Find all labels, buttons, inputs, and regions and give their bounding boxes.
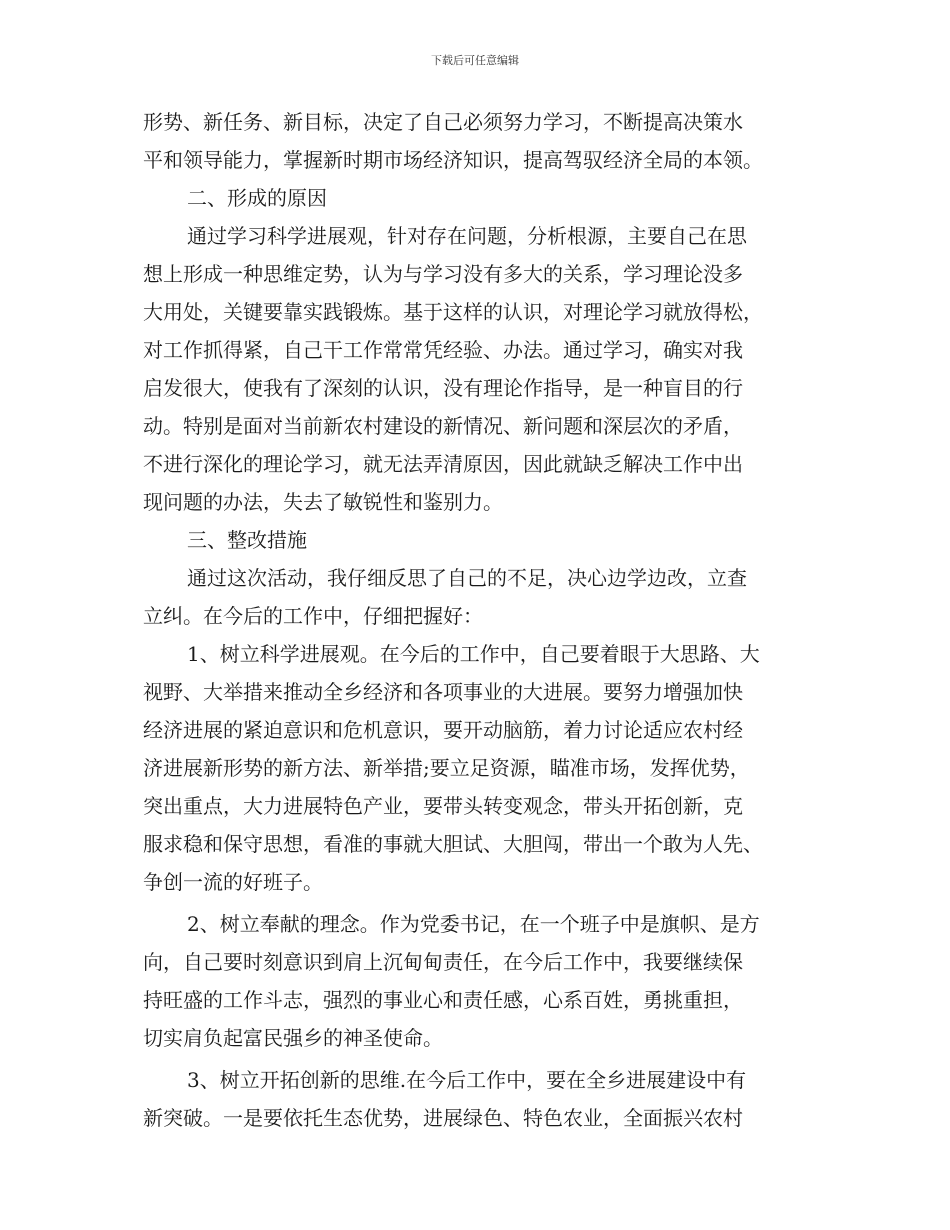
document-body [143, 103, 811, 1137]
text-line: 经济进展的紧迫意识和危机意识，要开动脑筋，着力讨论适应农村经 [143, 718, 743, 742]
text-line: 争创一流的好班子。 [143, 870, 323, 894]
text-line: 济进展新形势的新方法、新举措;要立足资源，瞄准市场，发挥优势， [143, 756, 750, 780]
text-line: 动。特别是面对当前新农村建设的新情况、新问题和深层次的矛盾， [143, 414, 743, 438]
text-line: 形势、新任务、新目标，决定了自己必须努力学习，不断提高决策水 [143, 110, 743, 134]
text-line: 切实肩负起富民强乡的神圣使命。 [143, 1026, 443, 1050]
list-item-2: 2、树立奉献的理念。作为党委书记，在一个班子中是旗帜、是方 [187, 912, 760, 936]
text-line: 向，自己要时刻意识到肩上沉甸甸责任，在今后工作中，我要继续保 [143, 950, 743, 974]
text-line: 对工作抓得紧，自己干工作常常凭经验、办法。通过学习，确实对我 [143, 338, 743, 362]
text-line: 通过学习科学进展观，针对存在问题，分析根源，主要自己在思 [187, 224, 747, 248]
text-line: 启发很大，使我有了深刻的认识，没有理论作指导，是一种盲目的行 [143, 376, 743, 400]
text-line: 突出重点，大力进展特色产业，要带头转变观念，带头开拓创新，克 [143, 794, 743, 818]
text-line: 想上形成一种思维定势，认为与学习没有多大的关系，学习理论没多 [143, 262, 743, 286]
section-heading-measures: 三、整改措施 [187, 528, 307, 552]
text-line: 不进行深化的理论学习，就无法弄清原因，因此就缺乏解决工作中出 [143, 452, 743, 476]
list-item-3: 3、树立开拓创新的思维.在今后工作中，要在全乡进展建设中有 [187, 1068, 747, 1092]
text-line: 持旺盛的工作斗志，强烈的事业心和责任感，心系百姓，勇挑重担， [143, 988, 743, 1012]
page-header-note: 下载后可任意编辑 [431, 54, 519, 67]
text-line: 平和领导能力，掌握新时期市场经济知识，提高驾驭经济全局的本领。 [143, 148, 763, 172]
text-line: 通过这次活动，我仔细反思了自己的不足，决心边学边改，立查 [187, 566, 747, 590]
text-line: 服求稳和保守思想，看准的事就大胆试、大胆闯，带出一个敢为人先、 [143, 832, 763, 856]
section-heading-causes: 二、形成的原因 [187, 186, 327, 210]
text-line: 视野、大举措来推动全乡经济和各项事业的大进展。要努力增强加快 [143, 680, 743, 704]
text-line: 现问题的办法，失去了敏锐性和鉴别力。 [143, 490, 503, 514]
text-line: 立纠。在今后的工作中，仔细把握好： [143, 604, 483, 628]
text-line: 新突破。一是要依托生态优势，进展绿色、特色农业，全面振兴农村 [143, 1106, 743, 1130]
list-item-1: 1、树立科学进展观。在今后的工作中，自己要着眼于大思路、大 [187, 642, 760, 666]
text-line: 大用处，关键要靠实践锻炼。基于这样的认识，对理论学习就放得松， [143, 300, 763, 324]
